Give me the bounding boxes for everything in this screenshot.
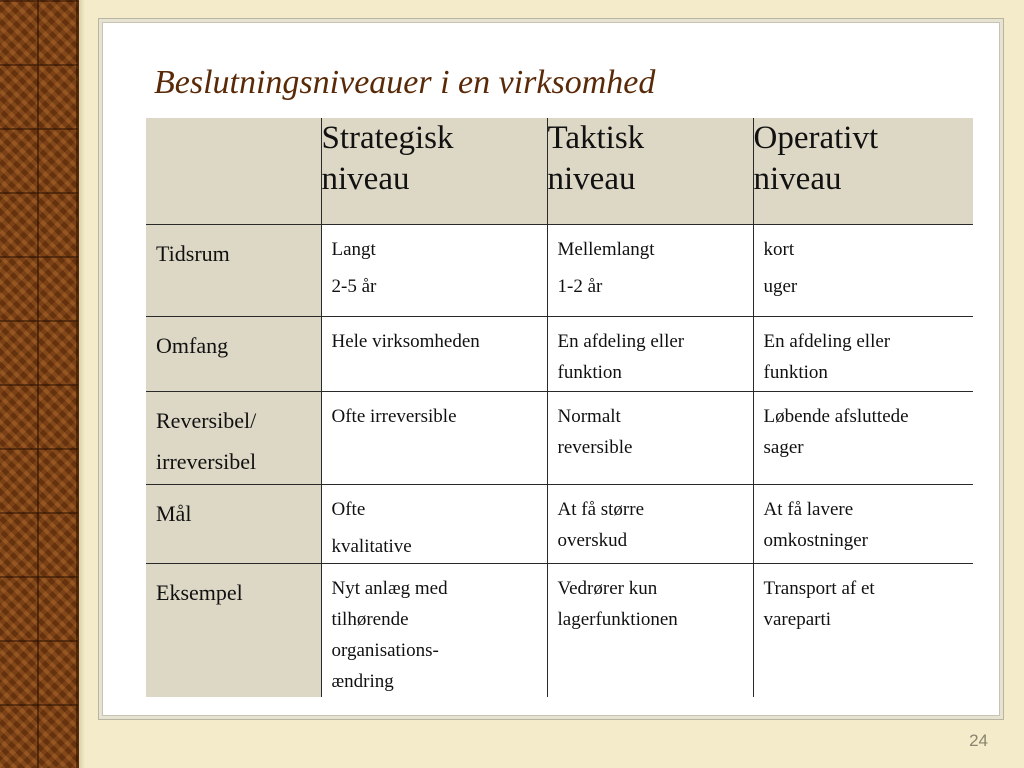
table-cell: Mellemlangt 1-2 år <box>547 224 753 316</box>
table-cell: Hele virksomheden <box>321 316 547 391</box>
table-row <box>146 224 973 316</box>
table-cell: Transport af et vareparti <box>753 563 973 697</box>
table-cell: Løbende afsluttede sager <box>753 391 973 484</box>
table-cell: At få større overskud <box>547 484 753 563</box>
table-cell: Vedrører kun lagerfunktionen <box>547 563 753 697</box>
decision-levels-table <box>146 118 973 697</box>
decorative-side-strip <box>0 0 80 768</box>
table-row <box>146 563 973 697</box>
row-label-reversibel: Reversibel/ irreversibel <box>146 391 321 484</box>
table-cell: Normalt reversible <box>547 391 753 484</box>
table-cell: kort uger <box>753 224 973 316</box>
header-tactical: Taktisk niveau <box>547 118 753 224</box>
table-row <box>146 391 973 484</box>
header-strategic: Strategisk niveau <box>321 118 547 224</box>
slide-title: Beslutningsniveauer i en virksomhed <box>154 64 656 101</box>
table-cell: Nyt anlæg med tilhørende organisations- ændring <box>321 563 547 697</box>
row-label-tidsrum: Tidsrum <box>146 224 321 316</box>
table-cell: At få lavere omkostninger <box>753 484 973 563</box>
table-cell: En afdeling eller funktion <box>547 316 753 391</box>
row-label-omfang: Omfang <box>146 316 321 391</box>
table-cell: Langt 2-5 år <box>321 224 547 316</box>
table-cell: Ofte kvalitative <box>321 484 547 563</box>
table-row <box>146 484 973 563</box>
table-header-row <box>146 118 973 224</box>
table-cell: Ofte irreversible <box>321 391 547 484</box>
table-row <box>146 316 973 391</box>
table-cell: En afdeling eller funktion <box>753 316 973 391</box>
header-empty-cell <box>146 118 321 224</box>
header-operative: Operativt niveau <box>753 118 973 224</box>
row-label-eksempel: Eksempel <box>146 563 321 697</box>
row-label-maal: Mål <box>146 484 321 563</box>
page-number: 24 <box>969 731 988 750</box>
